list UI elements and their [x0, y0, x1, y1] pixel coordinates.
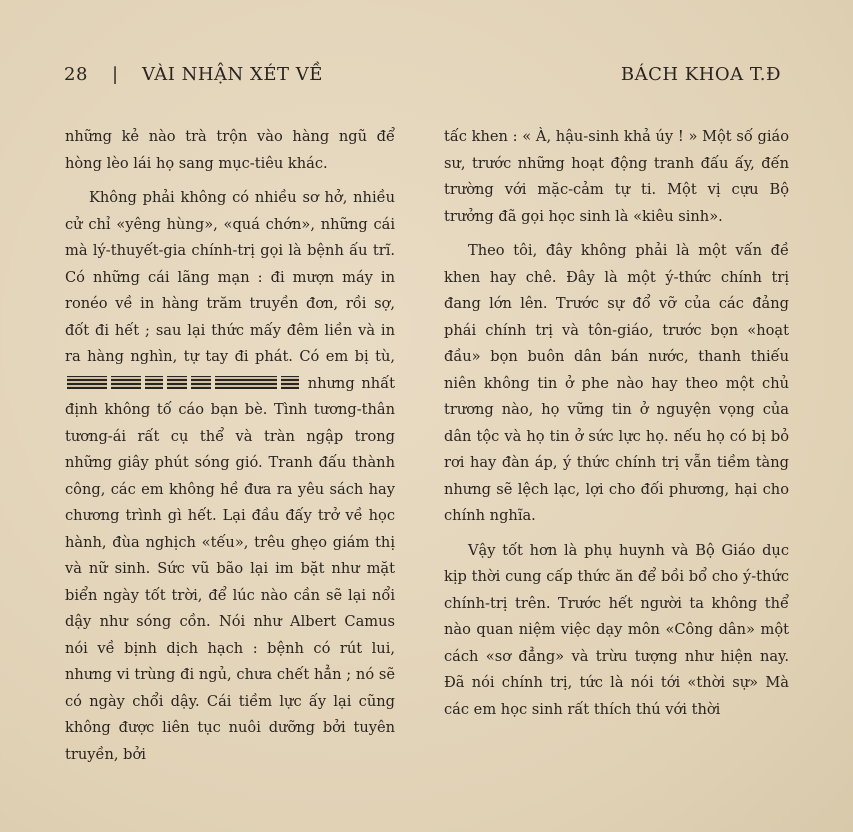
censored-block — [167, 376, 187, 389]
right-paragraph-2: Theo tôi, đây không phải là một vấn đề khen hay chê. Đây là một ý-thức chính trị đang lớn lên. Trước sự đổ vỡ của các đảng phái chính trị và tôn-giáo, trước bọn «hoạt đầu» bọn buôn dân bán nước, thanh thiếu niên không tin ở phe nào hay theo một chủ trương nào, họ vững tin ở nguyện vọng của dân tộc và họ tin ở sức lực họ. nếu họ có bị bỏ rơi hay đàn áp, ý thức chính trị vẫn tiềm tàng nhưng sẽ lệch lạc, lợi cho đối phương, hại cho chính nghĩa. — [444, 242, 789, 524]
censored-block — [145, 376, 163, 389]
left-paragraph-2-part-b: nhưng nhất định không tố cáo bạn bè. Tình tương-thân tương-ái rất cụ thể và tràn ngập trong những giây phút sóng gió. Tranh đấu thành công, các em không hề đưa ra yêu sách hay chương trình gì hết. Lại đầu đấy trở về học hành, đùa nghịch «tếu», trêu ghẹo giám thị và nữ sinh. Sức vũ bão lại im bặt như mặt biển ngày tốt trời, để lúc nào cần sẽ lại nổi dậy như sóng cồn. Nói như Albert Camus nói về bịnh dịch hạch : bệnh có rút lui, nhưng vi trùng đi ngủ, chưa chết hẳn ; nó sẽ có ngày chổi dậy. Cái tiềm lực ấy lại cũng không được liên tục nuôi dưỡng bởi tuyên truyền, bởi — [65, 374, 396, 763]
right-paragraph-1: tấc khen : « À, hậu-sinh khả úy ! » Một số giáo sư, trước những hoạt động tranh đấu ấy, đến trường với mặc-cảm tự ti. Một vị cựu Bộ trưởng đã gọi học sinh là «kiêu sinh». — [444, 128, 789, 225]
left-paragraph-2 — [65, 185, 395, 768]
censored-block — [191, 376, 211, 389]
right-paragraph-3: Vậy tốt hơn là phụ huynh và Bộ Giáo dục kịp thời cung cấp thức ăn để bồi bổ cho ý-thức chính-trị trên. Trước hết người ta không thể nào quan niệm việc dạy môn «Công dân» một cách «sơ đẳng» và trừu tượng như hiện nay. Đã nói chính trị, tức là nói tới «thời sự» Mà các em học sinh rất thích thú với thời — [444, 541, 789, 718]
right-column — [444, 124, 789, 723]
running-header — [64, 64, 781, 92]
left-column — [65, 124, 395, 768]
censored-block — [281, 376, 299, 389]
censored-block — [215, 376, 277, 389]
header-title: VÀI NHẬN XÉT VỀ — [142, 64, 323, 85]
left-paragraph-1: những kẻ nào trà trộn vào hàng ngũ để hòng lèo lái họ sang mục-tiêu khác. — [65, 128, 395, 172]
left-paragraph-2-part-a: Không phải không có nhiều sơ hở, nhiều cử chỉ «yêng hùng», «quá chớn», những cái mà lý-thuyết-gia chính-trị gọi là bệnh ấu trĩ. Có những cái lãng mạn : đi mượn máy in ronéo về in hàng trăm truyền đơn, rồi sợ, đốt đi hết ; sau lại thức mấy đêm liền và in ra hàng nghìn, tự tay đi phát. Có em bị tù, — [65, 189, 395, 365]
censored-block — [111, 376, 141, 389]
censored-block — [67, 376, 107, 389]
page-number: 28 — [64, 64, 88, 85]
header-publication: BÁCH KHOA T.Đ — [620, 64, 781, 85]
header-separator: | — [112, 64, 119, 85]
